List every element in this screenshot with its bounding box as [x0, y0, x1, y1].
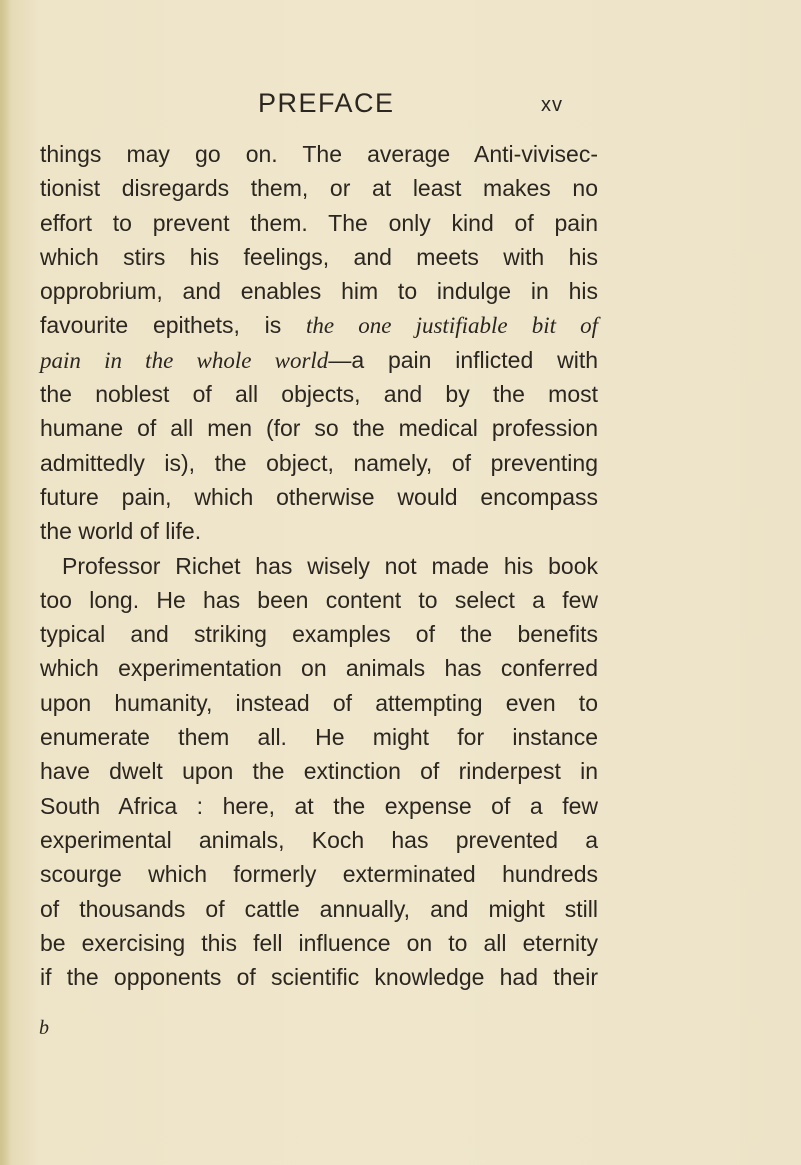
text-line: which experimentation on animals has conferred [40, 655, 598, 682]
text-segment: —a pain inflicted with [328, 346, 598, 373]
text-line: upon humanity, instead of attempting even to [40, 689, 598, 716]
text-line: the noblest of all objects, and by the most [40, 381, 598, 408]
text-line: humane of all men (for so the medical profession [40, 415, 598, 442]
text-line: if the opponents of scientific knowledge had their [40, 964, 598, 991]
running-head: PREFACE [258, 88, 395, 118]
text-line: typical and striking examples of the benefits [40, 621, 598, 648]
text-line: South Africa : here, at the expense of a few [40, 792, 598, 819]
text-line: scourge which formerly exterminated hundreds [40, 861, 598, 888]
text-line: be exercising this fell influence on to all eternity [40, 929, 598, 956]
text-line [40, 308, 598, 342]
text-line: opprobrium, and enables him to indulge in his [40, 278, 598, 305]
text-line: effort to prevent them. The only kind of pain [40, 209, 598, 236]
text-line: of thousands of cattle annually, and might still [40, 895, 598, 922]
text-line: tionist disregards them, or at least makes no [40, 175, 598, 202]
text-line: experimental animals, Koch has prevented a [40, 826, 598, 853]
text-line: which stirs his feelings, and meets with his [40, 243, 598, 270]
gutter-shadow [0, 0, 10, 1165]
italic-phrase: the one justifiable bit of [306, 313, 598, 339]
body-text [40, 137, 598, 994]
text-line: enumerate them all. He might for instance [40, 724, 598, 751]
text-segment: favourite epithets, is [40, 312, 307, 339]
italic-phrase: pain in the whole world [40, 347, 329, 373]
text-line: future pain, which otherwise would encompass [40, 483, 598, 510]
text-line [40, 343, 598, 377]
text-line: have dwelt upon the extinction of rinderpest in [40, 758, 598, 785]
text-line: Professor Richet has wisely not made his book [62, 552, 598, 579]
text-line: admittedly is), the object, namely, of preventing [40, 449, 598, 476]
text-line: things may go on. The average Anti-vivisec- [40, 141, 598, 167]
signature-mark: b [39, 1017, 49, 1039]
page-header [0, 88, 801, 128]
page-number: xv [541, 94, 563, 116]
text-line: too long. He has been content to select a few [40, 586, 598, 613]
text-line: the world of life. [40, 518, 202, 545]
